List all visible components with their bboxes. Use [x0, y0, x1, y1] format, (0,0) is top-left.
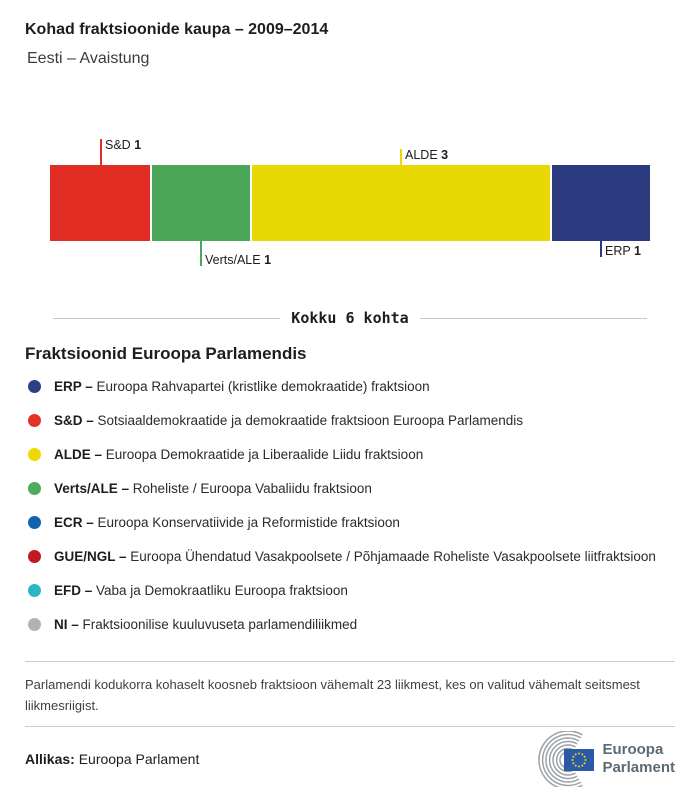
legend-item-text: ERP – Euroopa Rahvapartei (kristlike demokraatide) fraktsioon: [54, 379, 430, 394]
tick-Verts/ALE: [200, 241, 202, 266]
eu-flag: [564, 749, 594, 771]
legend-dot-icon: [28, 584, 41, 597]
divider-line-left: [53, 318, 280, 319]
tick-S&D: [100, 139, 102, 165]
legend-item-text: EFD – Vaba ja Demokraatliku Euroopa fraktsioon: [54, 583, 348, 598]
legend-item: [25, 615, 675, 635]
tick-ALDE: [400, 149, 402, 165]
total-divider: [53, 309, 647, 327]
bar-segment-Verts/ALE: [150, 165, 250, 241]
european-parliament-logo: [528, 731, 675, 787]
legend-item: [25, 479, 675, 499]
legend-item-text: NI – Fraktsioonilise kuuluvuseta parlamendiliikmed: [54, 617, 358, 632]
footer: [25, 731, 675, 787]
bar-segment-ALDE: [250, 165, 550, 241]
legend-dot-icon: [28, 414, 41, 427]
bar-label-ALDE: ALDE 3: [405, 148, 449, 162]
legend-item: [25, 547, 675, 567]
legend-dot-icon: [28, 380, 41, 393]
legend-dot-icon: [28, 516, 41, 529]
source-line: [25, 751, 199, 767]
legend-heading: Fraktsioonid Euroopa Parlamendis: [25, 344, 307, 363]
total-seats-label: Kokku 6 kohta: [291, 309, 409, 327]
logo-line1: Euroopa: [602, 741, 664, 758]
hemicycle-flag-icon: [528, 731, 596, 787]
legend-item-text: S&D – Sotsiaaldemokraatide ja demokraatide fraktsioon Euroopa Parlamendis: [54, 413, 524, 428]
source-value: Euroopa Parlament: [78, 751, 200, 767]
logo-line2: Parlament: [602, 759, 675, 776]
legend-item: [25, 411, 675, 431]
legend-dot-icon: [28, 550, 41, 563]
footnote-divider-top: [25, 661, 675, 662]
logo-wordmark: [602, 741, 675, 777]
bar-label-S&D: S&D 1: [105, 138, 142, 152]
legend-item-text: ALDE – Euroopa Demokraatide ja Liberaalide Liidu fraktsioon: [54, 447, 424, 462]
legend-item-text: GUE/NGL – Euroopa Ühendatud Vasakpoolsete / Põhjamaade Roheliste Vasakpoolsete liitfraktsioon: [54, 549, 656, 564]
legend-item-text: Verts/ALE – Roheliste / Euroopa Vabaliidu fraktsioon: [54, 481, 372, 496]
legend-item-text: ECR – Euroopa Konservatiivide ja Reformistide fraktsioon: [54, 515, 400, 530]
divider-line-right: [420, 318, 647, 319]
legend-dot-icon: [28, 618, 41, 631]
footnote-text: Parlamendi kodukorra kohaselt koosneb fraktsioon vähemalt 23 liikmest, kes on valitud vähemalt seitsmest liikmesriigist.: [25, 677, 640, 713]
legend-dot-icon: [28, 482, 41, 495]
bar-segment-ERP: [550, 165, 650, 241]
footnote-divider-bottom: [25, 726, 675, 727]
legend-list: [25, 377, 675, 635]
stacked-bar: [50, 165, 650, 241]
legend-item: [25, 581, 675, 601]
page-subtitle: Eesti – Avaistung: [27, 50, 150, 67]
tick-ERP: [600, 241, 602, 257]
bar-label-Verts/ALE: Verts/ALE 1: [205, 253, 272, 267]
legend-item: [25, 445, 675, 465]
source-label: Allikas:: [25, 751, 75, 767]
bar-label-ERP: ERP 1: [605, 244, 641, 258]
legend-dot-icon: [28, 448, 41, 461]
seats-bar-chart: [0, 139, 700, 269]
legend-item: [25, 377, 675, 397]
page-title: Kohad fraktsioonide kaupa – 2009–2014: [25, 21, 329, 38]
bar-segment-S&D: [50, 165, 150, 241]
legend-item: [25, 513, 675, 533]
